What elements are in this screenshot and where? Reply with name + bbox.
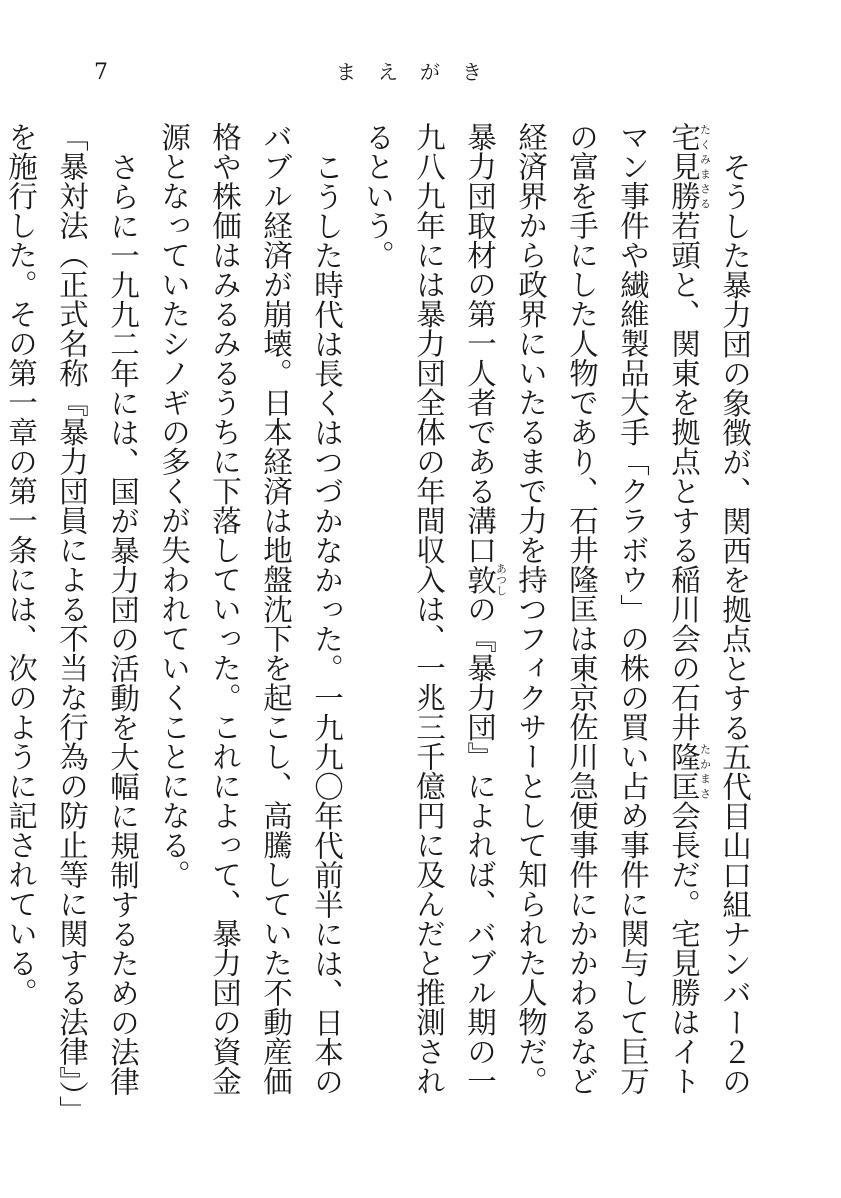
paragraph [148, 122, 352, 1122]
text-run: 若頭と、関東を拠点とする稲川会の石井 [667, 210, 701, 742]
text-run: さらに一九九二年には、国が暴力団の活動を大幅に規制するための法律「暴対法（正式名称『暴力団員による不当な行為の防止等に関する法律』）」を施行した。その第一章の第一条には、次のように記されている。 [4, 122, 140, 1111]
furigana-word: 隆匡たかまさ [667, 741, 712, 801]
text-run: そうした暴力団の象徴が、関西を拠点とする五代目山口組ナンバー２の [718, 151, 752, 1096]
text-run: こうした時代は長くはつづかなかった。一九九〇年代前半には、日本のバブル経済が崩壊。日本経済は地盤沈下を起こし、高騰していた不動産価格や株価はみるみるうちに下落していった。これによって、暴力団の資金源となっていたシノギの多くが失われていくことになる。 [157, 122, 344, 1096]
page-number: 7 [94, 60, 108, 85]
furigana-reading: あつし [494, 562, 508, 596]
furigana-word: 敦あつし [463, 562, 508, 596]
furigana-reading: たかまさ [698, 741, 712, 801]
body-text [4, 122, 760, 1122]
running-head: まえがき [336, 60, 504, 84]
furigana-reading: たくみまさる [698, 122, 712, 211]
paragraph [0, 122, 148, 1122]
text-run: 会長だ。宅見勝はイトマン事件や繊維製品大手「クラボウ」の株の買い占め事件に関与して巨万の富を手にした人物であり、石井隆匡は東京佐川急便事件にかかわるなど経済界から政界にいたるまで力を持つフィクサーとして知られた人物だ。暴力団取材の第一人者である溝口 [463, 122, 701, 1096]
text-run: の『暴力団』によれば、バブル期の一九八九年には暴力団全体の年間収入は、一兆三千億円に及んだと推測されるという。 [361, 122, 497, 1096]
furigana-word: 宅見勝たくみまさる [667, 122, 712, 211]
paragraph [352, 122, 760, 1122]
